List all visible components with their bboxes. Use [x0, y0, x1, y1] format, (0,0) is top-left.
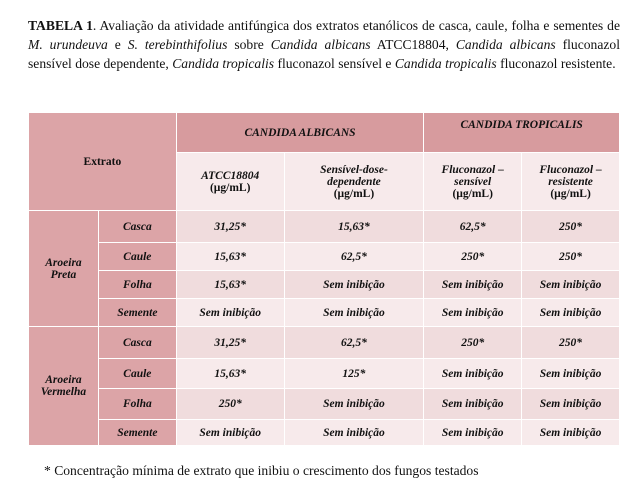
table-row [29, 420, 620, 446]
header-candida-tropicalis: CANDIDA TROPICALIS [424, 113, 620, 153]
table-row [29, 327, 620, 359]
group-label-aroeira-vermelha [29, 327, 99, 446]
col-header-sensivel-dose-dependente [284, 153, 424, 211]
row-label: Casca [98, 327, 176, 359]
caption-label: TABELA 1 [28, 18, 93, 33]
table-cell: 31,25* [176, 211, 284, 243]
table-cell: Sem inibição [522, 299, 620, 327]
table-cell: Sem inibição [284, 420, 424, 446]
table-cell: Sem inibição [284, 271, 424, 299]
col-header-fluconazol-sensivel [424, 153, 522, 211]
table-cell: 250* [522, 243, 620, 271]
row-label: Semente [98, 299, 176, 327]
table-cell: Sem inibição [176, 299, 284, 327]
table-cell: Sem inibição [522, 271, 620, 299]
group-label-line: Vermelha [40, 386, 87, 398]
caption-text: fluconazol sensível dose dependente, [28, 37, 620, 71]
table-footnote: * Concentração mínima de extrato que inibiu o crescimento dos fungos testados [44, 463, 479, 478]
table-cell: 250* [424, 327, 522, 359]
caption-species: M. urundeuva [28, 37, 108, 52]
table-cell: 250* [176, 389, 284, 420]
table-cell: 250* [522, 327, 620, 359]
col-header-line: sensível [454, 175, 492, 188]
table-cell: 250* [522, 211, 620, 243]
caption-species: S. terebinthifolius [127, 37, 228, 52]
table-cell: 31,25* [176, 327, 284, 359]
group-label-aroeira-preta [29, 211, 99, 327]
group-label-line: Preta [50, 268, 77, 281]
caption-text: fluconazol resistente. [496, 56, 616, 71]
col-header-atcc18804 [176, 153, 284, 211]
col-header-line: resistente [548, 175, 593, 188]
table-row [29, 299, 620, 327]
col-header-unit: (µg/mL) [550, 187, 591, 200]
caption-species: Candida albicans [270, 37, 371, 52]
col-header-line: dependente [327, 175, 381, 188]
table-cell: Sem inibição [424, 299, 522, 327]
col-header-unit: (µg/mL) [333, 187, 375, 200]
table-cell: Sem inibição [284, 389, 424, 420]
table-cell: 15,63* [176, 271, 284, 299]
col-header-line: Fluconazol – [441, 163, 504, 176]
table-row [29, 271, 620, 299]
table-cell: 15,63* [284, 211, 424, 243]
antifungal-table [28, 112, 620, 446]
group-label-line: Aroeira [45, 374, 82, 386]
caption-species: Candida tropicalis [172, 56, 275, 71]
table-cell: 250* [424, 243, 522, 271]
table-cell: Sem inibição [522, 420, 620, 446]
table-cell: Sem inibição [284, 299, 424, 327]
table-cell: 15,63* [176, 243, 284, 271]
table-cell: 62,5* [424, 211, 522, 243]
table-cell: 15,63* [176, 359, 284, 389]
col-header-line: ATCC18804 [201, 169, 260, 182]
table-cell: 62,5* [284, 327, 424, 359]
table-cell: Sem inibição [424, 271, 522, 299]
table-row [29, 211, 620, 243]
caption-text: . Avaliação da atividade antifúngica dos extratos etanólicos de casca, caule, folha e sementes de [92, 18, 620, 33]
caption-species: Candida tropicalis [394, 56, 497, 71]
table-cell: 62,5* [284, 243, 424, 271]
caption-text: fluconazol sensível e [274, 56, 395, 71]
table-row [29, 389, 620, 420]
table-cell: 125* [284, 359, 424, 389]
table-cell: Sem inibição [424, 420, 522, 446]
table-row [29, 359, 620, 389]
table-caption [28, 16, 620, 73]
col-header-fluconazol-resistente [522, 153, 620, 211]
col-header-line: Sensível-dose- [320, 163, 388, 176]
caption-text: e [107, 37, 128, 52]
caption-text: ATCC18804, [370, 37, 456, 52]
table-cell: Sem inibição [424, 389, 522, 420]
row-label: Folha [98, 389, 176, 420]
row-label: Casca [98, 211, 176, 243]
caption-text: sobre [227, 37, 271, 52]
row-label: Semente [98, 420, 176, 446]
table-cell: Sem inibição [424, 359, 522, 389]
header-candida-albicans: CANDIDA ALBICANS [176, 113, 423, 153]
group-label-line: Aroeira [45, 256, 82, 269]
header-extrato: Extrato [29, 113, 177, 211]
table-cell: Sem inibição [522, 359, 620, 389]
row-label: Folha [98, 271, 176, 299]
table-cell: Sem inibição [176, 420, 284, 446]
col-header-unit: (µg/mL) [452, 187, 493, 200]
row-label: Caule [98, 359, 176, 389]
caption-species: Candida albicans [455, 37, 556, 52]
row-label: Caule [98, 243, 176, 271]
col-header-line: Fluconazol – [539, 163, 602, 176]
table-row [29, 243, 620, 271]
table-cell: Sem inibição [522, 389, 620, 420]
col-header-unit: (µg/mL) [209, 181, 251, 194]
